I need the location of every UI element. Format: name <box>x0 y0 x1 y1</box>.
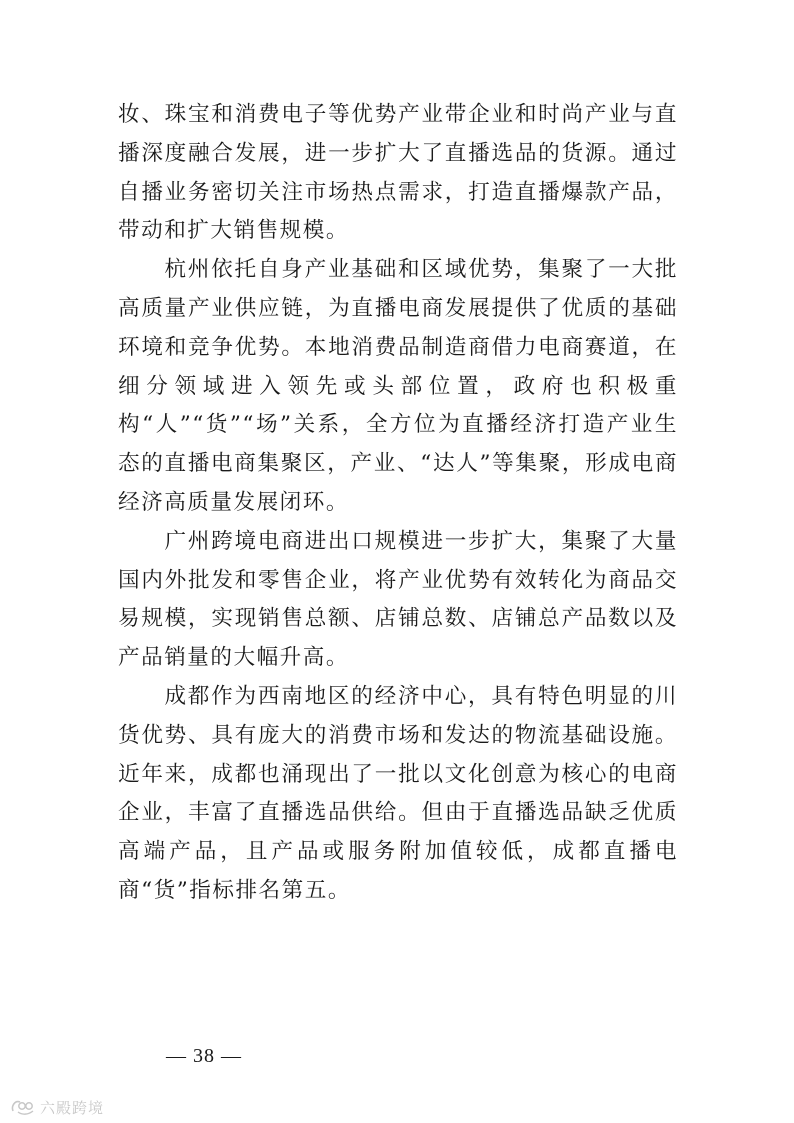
paragraph: 杭州依托自身产业基础和区域优势，集聚了一大批高质量产业供应链，为直播电商发展提供了优质的基础环境和竞争优势。本地消费品制造商借力电商赛道，在细分领域进入领先或头部位置，政府也积极重构“人”“货”“场”关系，全方位为直播经济打造产业生态的直播电商集聚区，产业、“达人”等集聚，形成电商经济高质量发展闭环。 <box>118 257 678 515</box>
page-number: — 38 — <box>166 1045 242 1067</box>
paragraph: 成都作为西南地区的经济中心，具有特色明显的川货优势、具有庞大的消费市场和发达的物流基础设施。近年来，成都也涌现出了一批以文化创意为核心的电商企业，丰富了直播选品供给。但由于直播选品缺乏优质高端产品，且产品或服务附加值较低，成都直播电商“货”指标排名第五。 <box>118 683 678 903</box>
paragraph: 妆、珠宝和消费电子等优势产业带企业和时尚产业与直播深度融合发展，进一步扩大了直播选品的货源。通过自播业务密切关注市场热点需求，打造直播爆款产品，带动和扩大销售规模。 <box>118 102 678 244</box>
brand-logo-icon <box>10 1097 36 1117</box>
document-body <box>118 96 678 911</box>
watermark-text: 六殿跨境 <box>40 1098 105 1117</box>
watermark <box>10 1096 104 1118</box>
paragraph: 广州跨境电商进出口规模进一步扩大，集聚了大量国内外批发和零售企业，将产业优势有效转化为商品交易规模，实现销售总额、店铺总数、店铺总产品数以及产品销量的大幅升高。 <box>118 528 678 671</box>
